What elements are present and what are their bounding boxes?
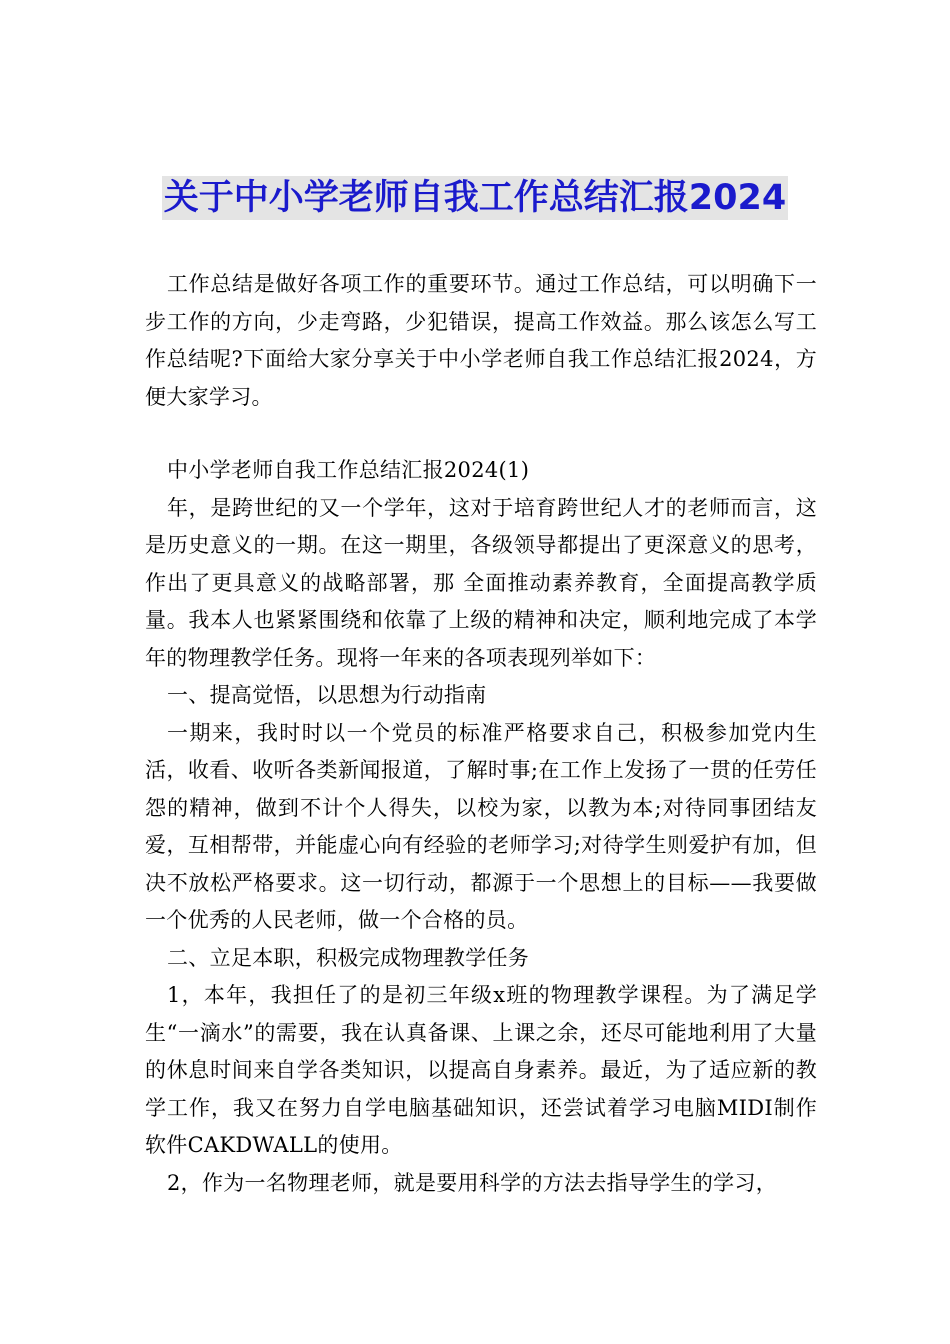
document-title: 关于中小学老师自我工作总结汇报2024 — [163, 178, 787, 218]
section-heading: 中小学老师自我工作总结汇报2024(1) — [167, 458, 530, 482]
title-container — [0, 176, 950, 220]
body-paragraph: 一期来，我时时以一个党员的标准严格要求自己，积极参加党内生活，收看、收听各类新闻报道，了解时事;在工作上发扬了一贯的任劳任怨的精神，做到不计个人得失，以校为家，以教为本;对待同事团结友爱，互相帮带，并能虚心向有经验的老师学习;对待学生则爱护有加，但决不放松严格要求。这一切行动，都源于一个思想上的目标——我要做一个优秀的人民老师，做一个合格的员。 — [145, 720, 817, 932]
body-paragraph: 1，本年，我担任了的是初三年级x班的物理教学课程。为了满足学生“一滴水”的需要，我在认真备课、上课之余，还尽可能地利用了大量的休息时间来自学各类知识，以提高自身素养。最近，为了适应新的教学工作，我又在努力自学电脑基础知识，还尝试着学习电脑MIDI制作软件CAKDWALL的使用。 — [145, 983, 817, 1157]
intro-block — [145, 266, 817, 416]
intro-paragraph: 工作总结是做好各项工作的重要环节。通过工作总结，可以明确下一步工作的方向，少走弯路，少犯错误，提高工作效益。那么该怎么写工作总结呢?下面给大家分享关于中小学老师自我工作总结汇报2024，方便大家学习。 — [145, 272, 817, 409]
body-paragraph: 2，作为一名物理老师，就是要用科学的方法去指导学生的学习， — [167, 1170, 778, 1195]
subheading-1: 一、提高觉悟，以思想为行动指南 — [167, 683, 487, 707]
subheading-2: 二、立足本职，积极完成物理教学任务 — [167, 945, 530, 970]
body-paragraph: 年，是跨世纪的又一个学年，这对于培育跨世纪人才的老师而言，这是历史意义的一期。在这一期里，各级领导都提出了更深意义的思考，作出了更具意义的战略部署，那 全面推动素养教育，全面提高教学质量。我本人也紧紧围绕和依靠了上级的精神和决定，顺利地完成了本学年的物理教学任务。现将一年来的各项表现列举如下： — [145, 495, 817, 670]
main-content — [145, 452, 817, 1202]
